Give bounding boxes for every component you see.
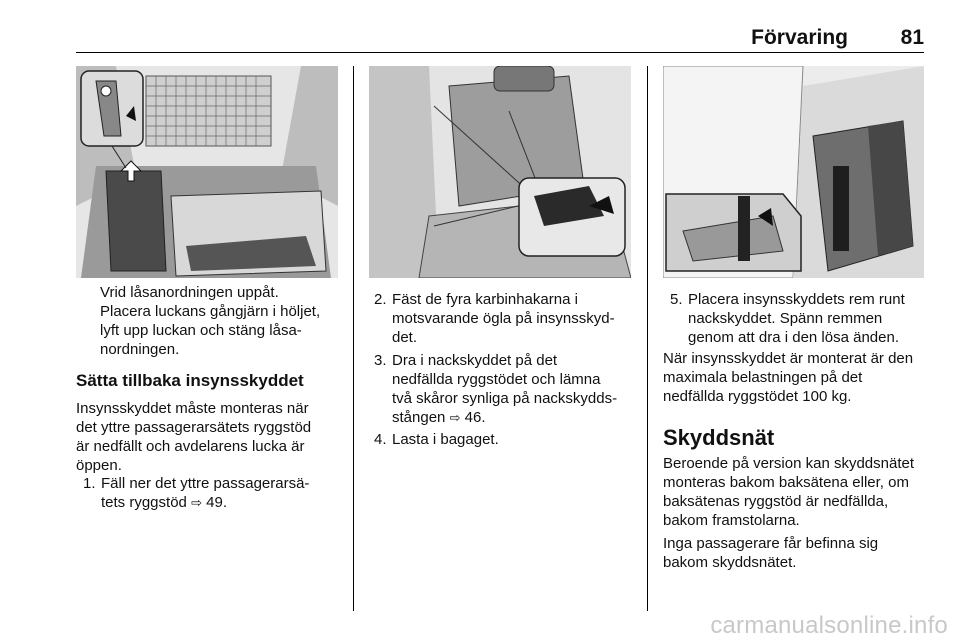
figure-seat-hooks — [369, 66, 631, 278]
step-line: Lasta i bagaget. — [392, 431, 499, 448]
step-number: 4. — [374, 431, 387, 448]
caption-line: nordningen. — [100, 341, 180, 358]
step-line: nedfällda ryggstödet och lämna — [392, 371, 601, 388]
caption-line: Placera luckans gångjärn i höljet, — [100, 303, 321, 320]
reference-arrow-icon: ⇨ — [449, 410, 461, 425]
section-heading: Sätta tillbaka insynsskyddet — [76, 371, 304, 390]
paragraph-no-passengers — [663, 534, 933, 572]
page-reference[interactable]: 46. — [464, 409, 486, 426]
caption-line: Vrid låsanordningen uppåt. — [100, 284, 279, 301]
paragraph-line: När insynsskyddet är monterat är den — [663, 350, 914, 367]
paragraph-line: nedfällda ryggstödet 100 kg. — [663, 388, 852, 405]
caption-line: lyft upp luckan och stäng låsa- — [100, 322, 302, 339]
step-line — [392, 408, 644, 427]
paragraph-net-position — [663, 454, 933, 530]
page-reference[interactable]: 49. — [206, 494, 227, 511]
step-line: Placera insynsskyddets rem runt — [688, 291, 905, 308]
step-number: 1. — [83, 475, 96, 492]
step-line-text: tets ryggstöd — [101, 494, 187, 511]
step-number: 3. — [374, 352, 387, 369]
paragraph-line: maximala belastningen på det — [663, 369, 863, 386]
paragraph-line: öppen. — [76, 457, 122, 474]
page-number: 81 — [900, 26, 924, 49]
paragraph-max-load — [663, 349, 933, 406]
step-line: genom att dra i den lösa änden. — [688, 329, 899, 346]
step-number: 2. — [374, 291, 387, 308]
paragraph-line: bakom skyddsnätet. — [663, 554, 797, 571]
watermark: carmanualsonline.info — [710, 612, 948, 639]
step-line: Dra i nackskyddet på det — [392, 352, 558, 369]
paragraph-line: Insynsskyddet måste monteras när — [76, 400, 309, 417]
step-line: motsvarande ögla på insynsskyd- — [392, 310, 615, 327]
page-section-title: Förvaring — [751, 26, 848, 49]
paragraph-line: monteras bakom baksätena eller, om — [663, 474, 909, 491]
step-number: 5. — [670, 291, 683, 308]
step-line: två skåror synliga på nackskydds- — [392, 390, 618, 407]
step-line-text: stången — [392, 409, 446, 426]
paragraph — [76, 399, 351, 475]
paragraph-line: Beroende på version kan skyddsnätet — [663, 455, 914, 472]
paragraph-line: det yttre passagerarsätets ryggstöd — [76, 419, 312, 436]
paragraph-line: är nedfällt och avdelarens lucka är — [76, 438, 305, 455]
paragraph-line: Inga passagerare får befinna sig — [663, 535, 879, 552]
step-line: nackskyddet. Spänn remmen — [688, 310, 883, 327]
figure-caption — [100, 283, 350, 359]
step-line: det. — [392, 329, 418, 346]
header-divider — [76, 52, 924, 53]
figure-strap-headrest — [663, 66, 924, 278]
paragraph-line: baksätenas ryggstöd är nedfällda, — [663, 493, 889, 510]
column-divider-1 — [353, 66, 354, 611]
column-divider-2 — [647, 66, 648, 611]
step-line: Fäst de fyra karbinhakarna i — [392, 291, 578, 308]
reference-arrow-icon: ⇨ — [191, 495, 202, 510]
figure-cargo-hatch — [76, 66, 338, 278]
section-heading-skyddsnat: Skyddsnät — [663, 425, 775, 450]
paragraph-line: bakom framstolarna. — [663, 512, 800, 529]
step-line: Fäll ner det yttre passagerarsä- — [101, 475, 310, 492]
step-line — [101, 493, 351, 512]
